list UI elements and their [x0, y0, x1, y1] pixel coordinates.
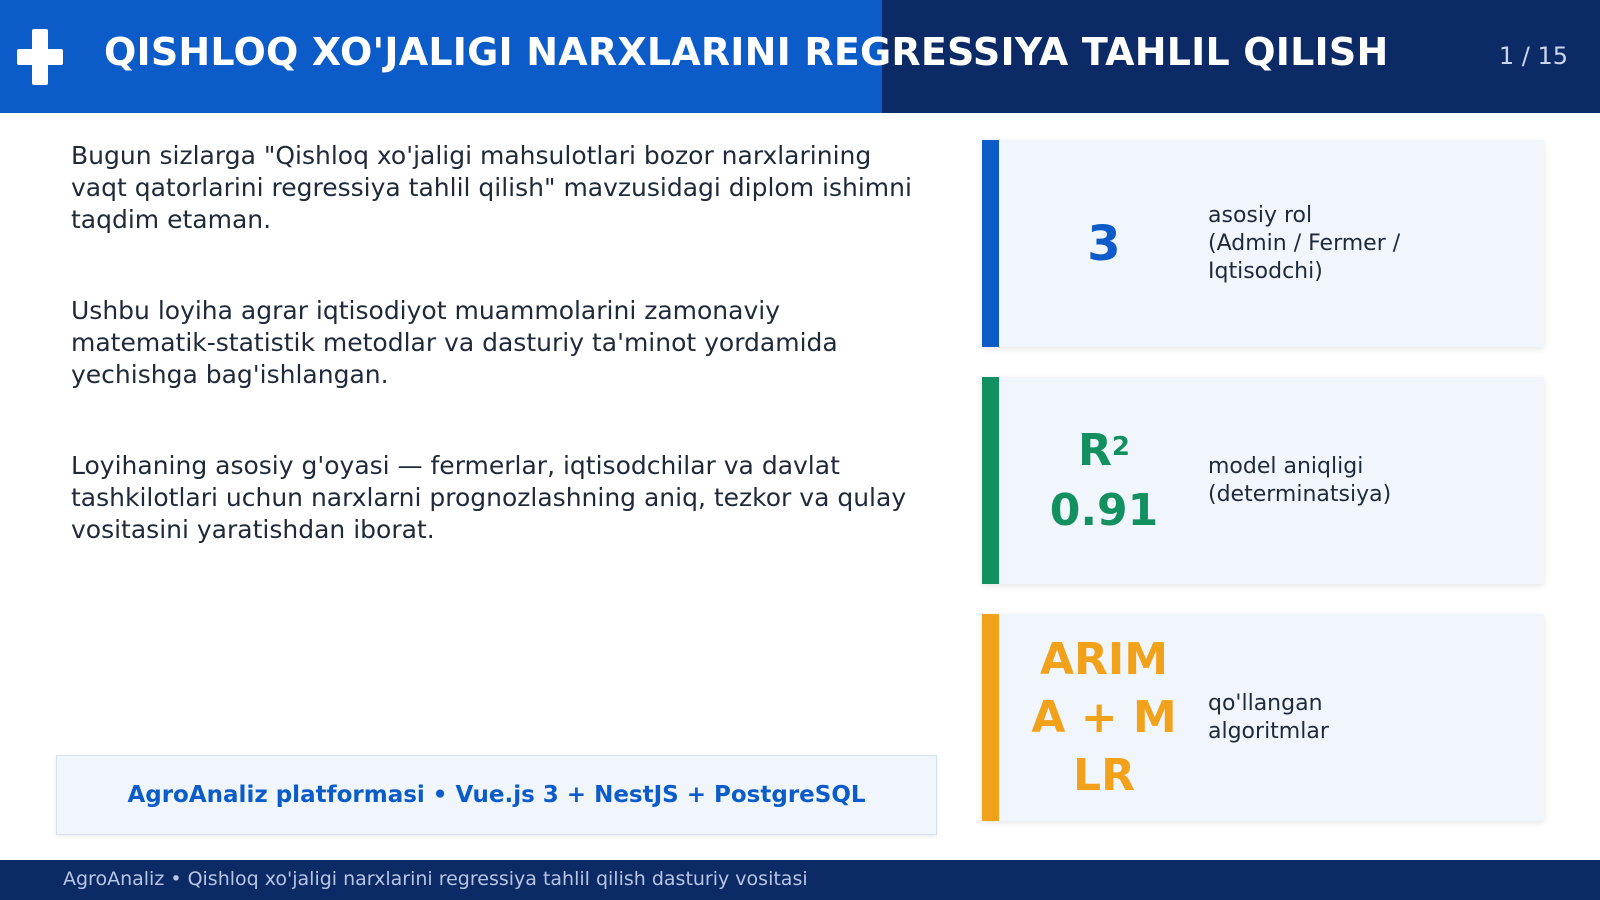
stat-value: 3: [1087, 215, 1121, 272]
platform-stack-text: AgroAnaliz platformasi • Vue.js 3 + NestJS + PostgreSQL: [127, 782, 866, 808]
r-squared-value: 0.91: [1049, 484, 1159, 536]
cross-icon: [17, 29, 63, 85]
footer-bar: [0, 860, 1600, 900]
page-counter: 1 / 15: [1498, 42, 1568, 70]
stat-value: [999, 614, 1209, 821]
stat-label: qo'llangan algoritmlar: [1208, 690, 1329, 744]
idea-paragraph: Loyihaning asosiy g'oyasi — fermerlar, iqtisodchilar va davlat tashkilotlari uchun narxlarni prognozlashning aniq, tezkor va qulay vositasini yaratishdan iborat.: [71, 451, 907, 544]
stat-card-accuracy: [982, 377, 1544, 584]
stat-label: asosiy rol (Admin / Fermer / Iqtisodchi): [1208, 202, 1401, 284]
card-accent-bar: [982, 140, 999, 347]
platform-box: [56, 755, 937, 835]
card-accent-bar: [982, 614, 999, 821]
intro-paragraph: Bugun sizlarga "Qishloq xo'jaligi mahsulotlari bozor narxlarining vaqt qatorlarini regressiya tahlil qilish" mavzusidagi diplom ishimni taqdim etaman.: [71, 141, 912, 234]
stat-card-algorithms: [982, 614, 1544, 821]
footer-text: AgroAnaliz • Qishloq xo'jaligi narxlarini regressiya tahlil qilish dasturiy vositasi: [63, 868, 808, 890]
card-accent-bar: [982, 377, 999, 584]
slide-title: QISHLOQ XO'JALIGI NARXLARINI REGRESSIYA TAHLIL QILISH: [104, 30, 1389, 74]
r-squared-symbol: $R^2$: [1078, 424, 1130, 476]
algorithms-value: ARIMA + MLR: [1031, 633, 1177, 801]
purpose-paragraph: Ushbu loyiha agrar iqtisodiyot muammolarini zamonaviy matematik-statistik metodlar va dasturiy ta'minot yordamida yechishga bag'ishlangan.: [71, 296, 838, 389]
header-bar: [0, 0, 1600, 113]
stat-value: [999, 377, 1209, 584]
stat-label: model aniqligi (determinatsiya): [1208, 453, 1392, 507]
stat-card-roles: [982, 140, 1544, 347]
